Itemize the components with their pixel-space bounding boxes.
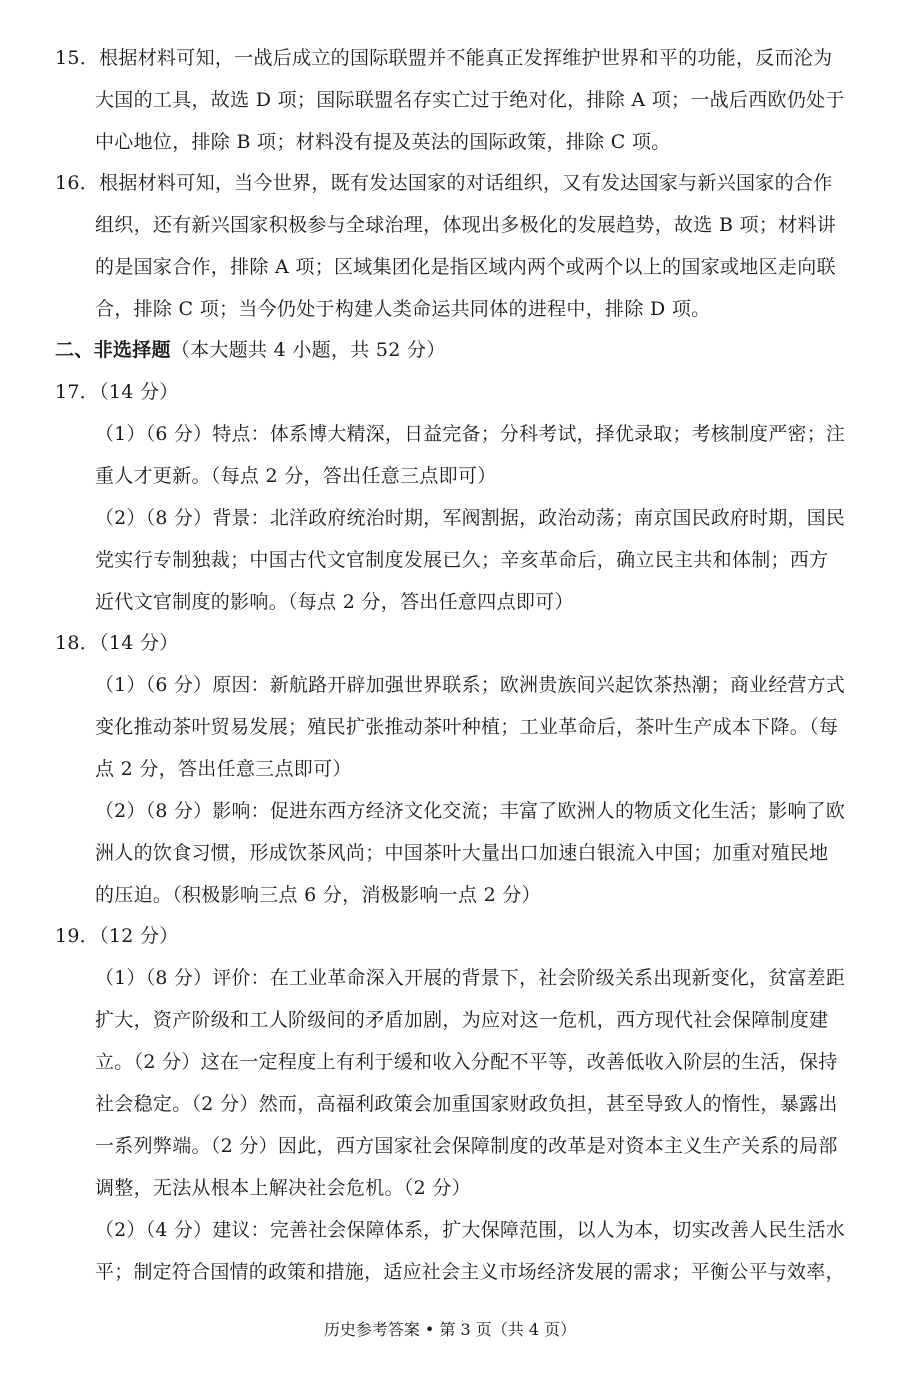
section-title: 二、非选择题 — [55, 339, 171, 361]
q16-line-2: 组织，还有新兴国家积极参与全球治理，体现出多极化的发展趋势，故选 B 项；材料讲 — [95, 214, 837, 236]
q19-part1-line-2: 扩大，资产阶级和工人阶级间的矛盾加剧，为应对这一危机，西方现代社会保障制度建 — [95, 1009, 829, 1031]
q19-header: 19．（12 分） — [55, 925, 179, 947]
q19-part1-line-6: 调整，无法从根本上解决社会危机。（2 分） — [95, 1177, 471, 1199]
q19-part1-line-1: （1）（8 分）评价：在工业革命深入开展的背景下，社会阶级关系出现新变化，贫富差距 — [95, 967, 846, 989]
q18-part1-line-3: 点 2 分，答出任意三点即可） — [95, 758, 352, 780]
q17-part2-line-1: （2）（8 分）背景：北洋政府统治时期，军阀割据，政治动荡；南京国民政府时期，国民 — [95, 507, 846, 529]
page-footer: 历史参考答案 • 第 3 页（共 4 页） — [323, 1320, 577, 1339]
q19-part2-line-2: 平；制定符合国情的政策和措施，适应社会主义市场经济发展的需求；平衡公平与效率， — [95, 1261, 845, 1283]
q16-line-1: 16．根据材料可知，当今世界，既有发达国家的对话组织，又有发达国家与新兴国家的合作 — [55, 172, 833, 194]
q19-part1-line-3: 立。（2 分）这在一定程度上有利于缓和收入分配不平等，改善低收入阶层的生活，保持 — [95, 1051, 838, 1073]
q17-part2-line-3: 近代文官制度的影响。（每点 2 分，答出任意四点即可） — [95, 591, 574, 613]
q17-part1-line-1: （1）（6 分）特点：体系博大精深，日益完备；分科考试，择优录取；考核制度严密；注 — [95, 423, 846, 445]
q15-line-1: 15．根据材料可知，一战后成立的国际联盟并不能真正发挥维护世界和平的功能，反而沦为 — [55, 47, 833, 69]
section-note: （本大题共 4 小题，共 52 分） — [170, 339, 446, 361]
q17-part2-line-2: 党实行专制独裁；中国古代文官制度发展已久；辛亥革命后，确立民主共和体制；西方 — [95, 549, 829, 571]
q18-part1-line-1: （1）（6 分）原因：新航路开辟加强世界联系；欧洲贵族间兴起饮茶热潮；商业经营方式 — [95, 674, 846, 696]
q17-part1-line-2: 重人才更新。（每点 2 分，答出任意三点即可） — [95, 465, 497, 487]
q15-line-3: 中心地位，排除 B 项；材料没有提及英法的国际政策，排除 C 项。 — [95, 131, 671, 153]
section-heading — [55, 339, 446, 361]
q15-line-2: 大国的工具，故选 D 项；国际联盟名存实亡过于绝对化，排除 A 项；一战后西欧仍处于 — [95, 89, 845, 111]
q16-line-3: 的是国家合作，排除 A 项；区域集团化是指区域内两个或两个以上的国家或地区走向联 — [95, 256, 836, 278]
q18-part2-line-3: 的压迫。（积极影响三点 6 分，消极影响一点 2 分） — [95, 884, 541, 906]
q19-part1-line-4: 社会稳定。（2 分）然而，高福利政策会加重国家财政负担，甚至导致人的惰性，暴露出 — [95, 1093, 838, 1115]
q19-part1-line-5: 一系列弊端。（2 分）因此，西方国家社会保障制度的改革是对资本主义生产关系的局部 — [95, 1135, 838, 1157]
q18-part1-line-2: 变化推动茶叶贸易发展；殖民扩张推动茶叶种植；工业革命后，茶叶生产成本下降。（每 — [95, 716, 839, 738]
q16-line-4: 合，排除 C 项；当今仍处于构建人类命运共同体的进程中，排除 D 项。 — [95, 298, 711, 320]
q18-part2-line-2: 洲人的饮食习惯，形成饮茶风尚；中国茶叶大量出口加速白银流入中国；加重对殖民地 — [95, 842, 829, 864]
q18-part2-line-1: （2）（8 分）影响：促进东西方经济文化交流；丰富了欧洲人的物质文化生活；影响了欧 — [95, 800, 846, 822]
q18-header: 18．（14 分） — [55, 632, 179, 654]
q19-part2-line-1: （2）（4 分）建议：完善社会保障体系，扩大保障范围，以人为本，切实改善人民生活水 — [95, 1219, 846, 1241]
q17-header: 17．（14 分） — [55, 381, 179, 403]
